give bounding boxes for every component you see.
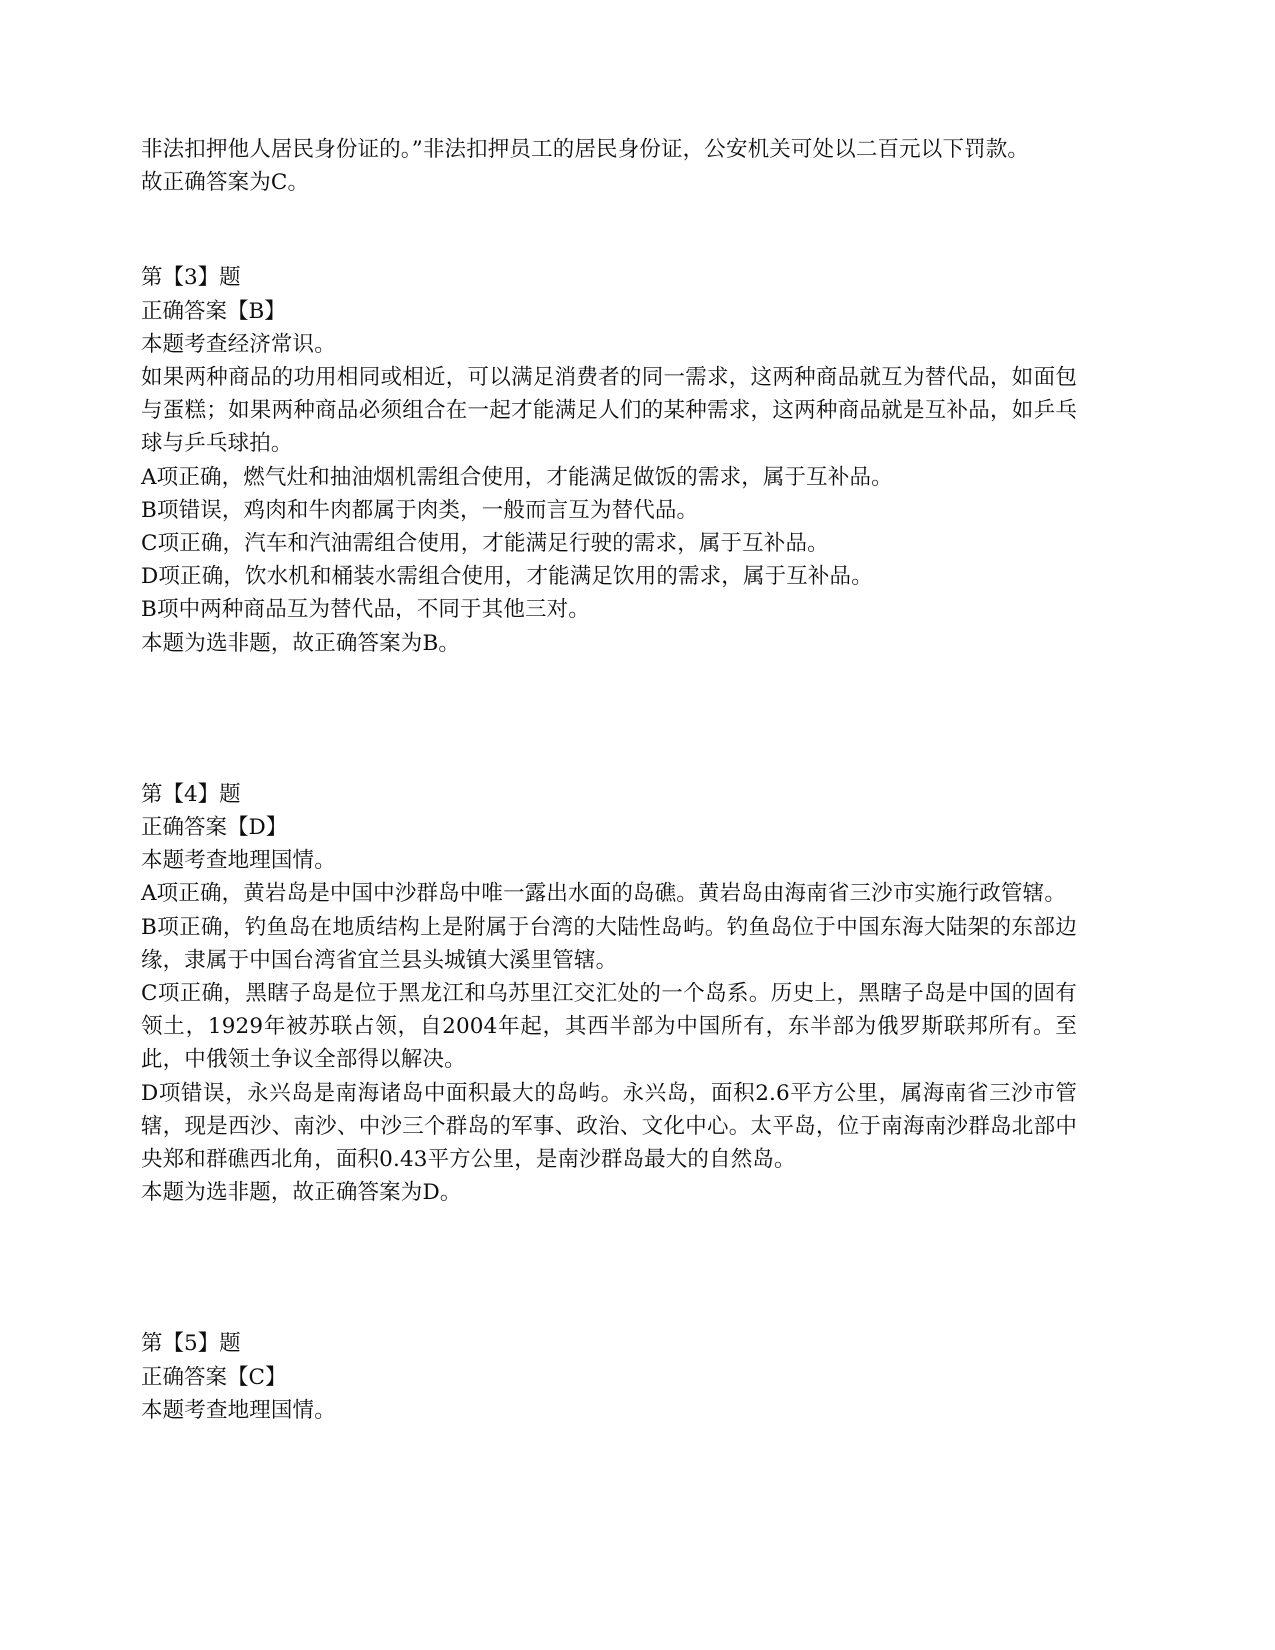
- q2-tail-line-1: 非法扣押他人居民身份证的。”非法扣押员工的居民身份证，公安机关可处以二百元以下罚款。: [141, 137, 1030, 162]
- q4-option-d: D项错误，永兴岛是南海诸岛中面积最大的岛屿。永兴岛，面积2.6平方公里，属海南省三沙市管辖，现是西沙、南沙、中沙三个群岛的军事、政治、文化中心。太平岛，位于南海南沙群岛北部中央郑和群礁西北角，面积0.43平方公里，是南沙群岛最大的自然岛。: [141, 1080, 1077, 1173]
- section-gap-3: [141, 1209, 1077, 1327]
- q3-summary: B项中两种商品互为替代品，不同于其他三对。: [141, 597, 590, 623]
- question-5-block: [141, 1327, 1077, 1427]
- page-content: [141, 133, 1077, 1427]
- q4-correct-answer: 正确答案【D】: [141, 815, 288, 841]
- q3-option-a: A项正确，燃气灶和抽油烟机需组合使用，才能满足做饭的需求，属于互补品。: [141, 464, 893, 490]
- question-2-continuation-block: [141, 133, 1077, 199]
- q4-option-a: A项正确，黄岩岛是中国中沙群岛中唯一露出水面的岛礁。黄岩岛由海南省三沙市实施行政管辖。: [141, 881, 1066, 907]
- q3-option-c: C项正确，汽车和汽油需组合使用，才能满足行驶的需求，属于互补品。: [141, 531, 829, 557]
- q3-concept: 如果两种商品的功用相同或相近，可以满足消费者的同一需求，这两种商品就互为替代品，如面包与蛋糕；如果两种商品必须组合在一起才能满足人们的某种需求，这两种商品就是互补品，如乒乓球与乒乓球拍。: [141, 365, 1077, 457]
- q3-conclusion: 本题为选非题，故正确答案为B。: [141, 630, 461, 656]
- q5-topic: 本题考查地理国情。: [141, 1397, 336, 1423]
- section-gap-2: [141, 660, 1077, 778]
- question-3-block: [141, 261, 1077, 659]
- q4-option-b: B项正确，钓鱼岛在地质结构上是附属于台湾的大陆性岛屿。钓鱼岛位于中国东海大陆架的东部边缘，隶属于中国台湾省宜兰县头城镇大溪里管辖。: [141, 914, 1077, 973]
- section-gap-1: [141, 199, 1077, 261]
- q4-option-c: C项正确，黑瞎子岛是位于黑龙江和乌苏里江交汇处的一个岛系。历史上，黑瞎子岛是中国的固有领土，1929年被苏联占领，自2004年起，其西半部为中国所有，东半部为俄罗斯联邦所有。至此，中俄领土争议全部得以解决。: [141, 981, 1077, 1073]
- q4-heading: 第【4】题: [141, 781, 241, 807]
- q5-heading: 第【5】题: [141, 1331, 241, 1357]
- q5-correct-answer: 正确答案【C】: [141, 1364, 287, 1390]
- q3-correct-answer: 正确答案【B】: [141, 298, 286, 324]
- q3-option-b: B项错误，鸡肉和牛肉都属于肉类，一般而言互为替代品。: [141, 497, 699, 523]
- q3-topic: 本题考查经济常识。: [141, 331, 336, 357]
- q2-tail-conclusion: 故正确答案为C。: [141, 170, 310, 196]
- q4-conclusion: 本题为选非题，故正确答案为D。: [141, 1180, 462, 1206]
- question-4-block: [141, 778, 1077, 1210]
- q3-option-d: D项正确，饮水机和桶装水需组合使用，才能满足饮用的需求，属于互补品。: [141, 564, 873, 590]
- q3-heading: 第【3】题: [141, 265, 241, 291]
- q4-topic: 本题考查地理国情。: [141, 848, 336, 874]
